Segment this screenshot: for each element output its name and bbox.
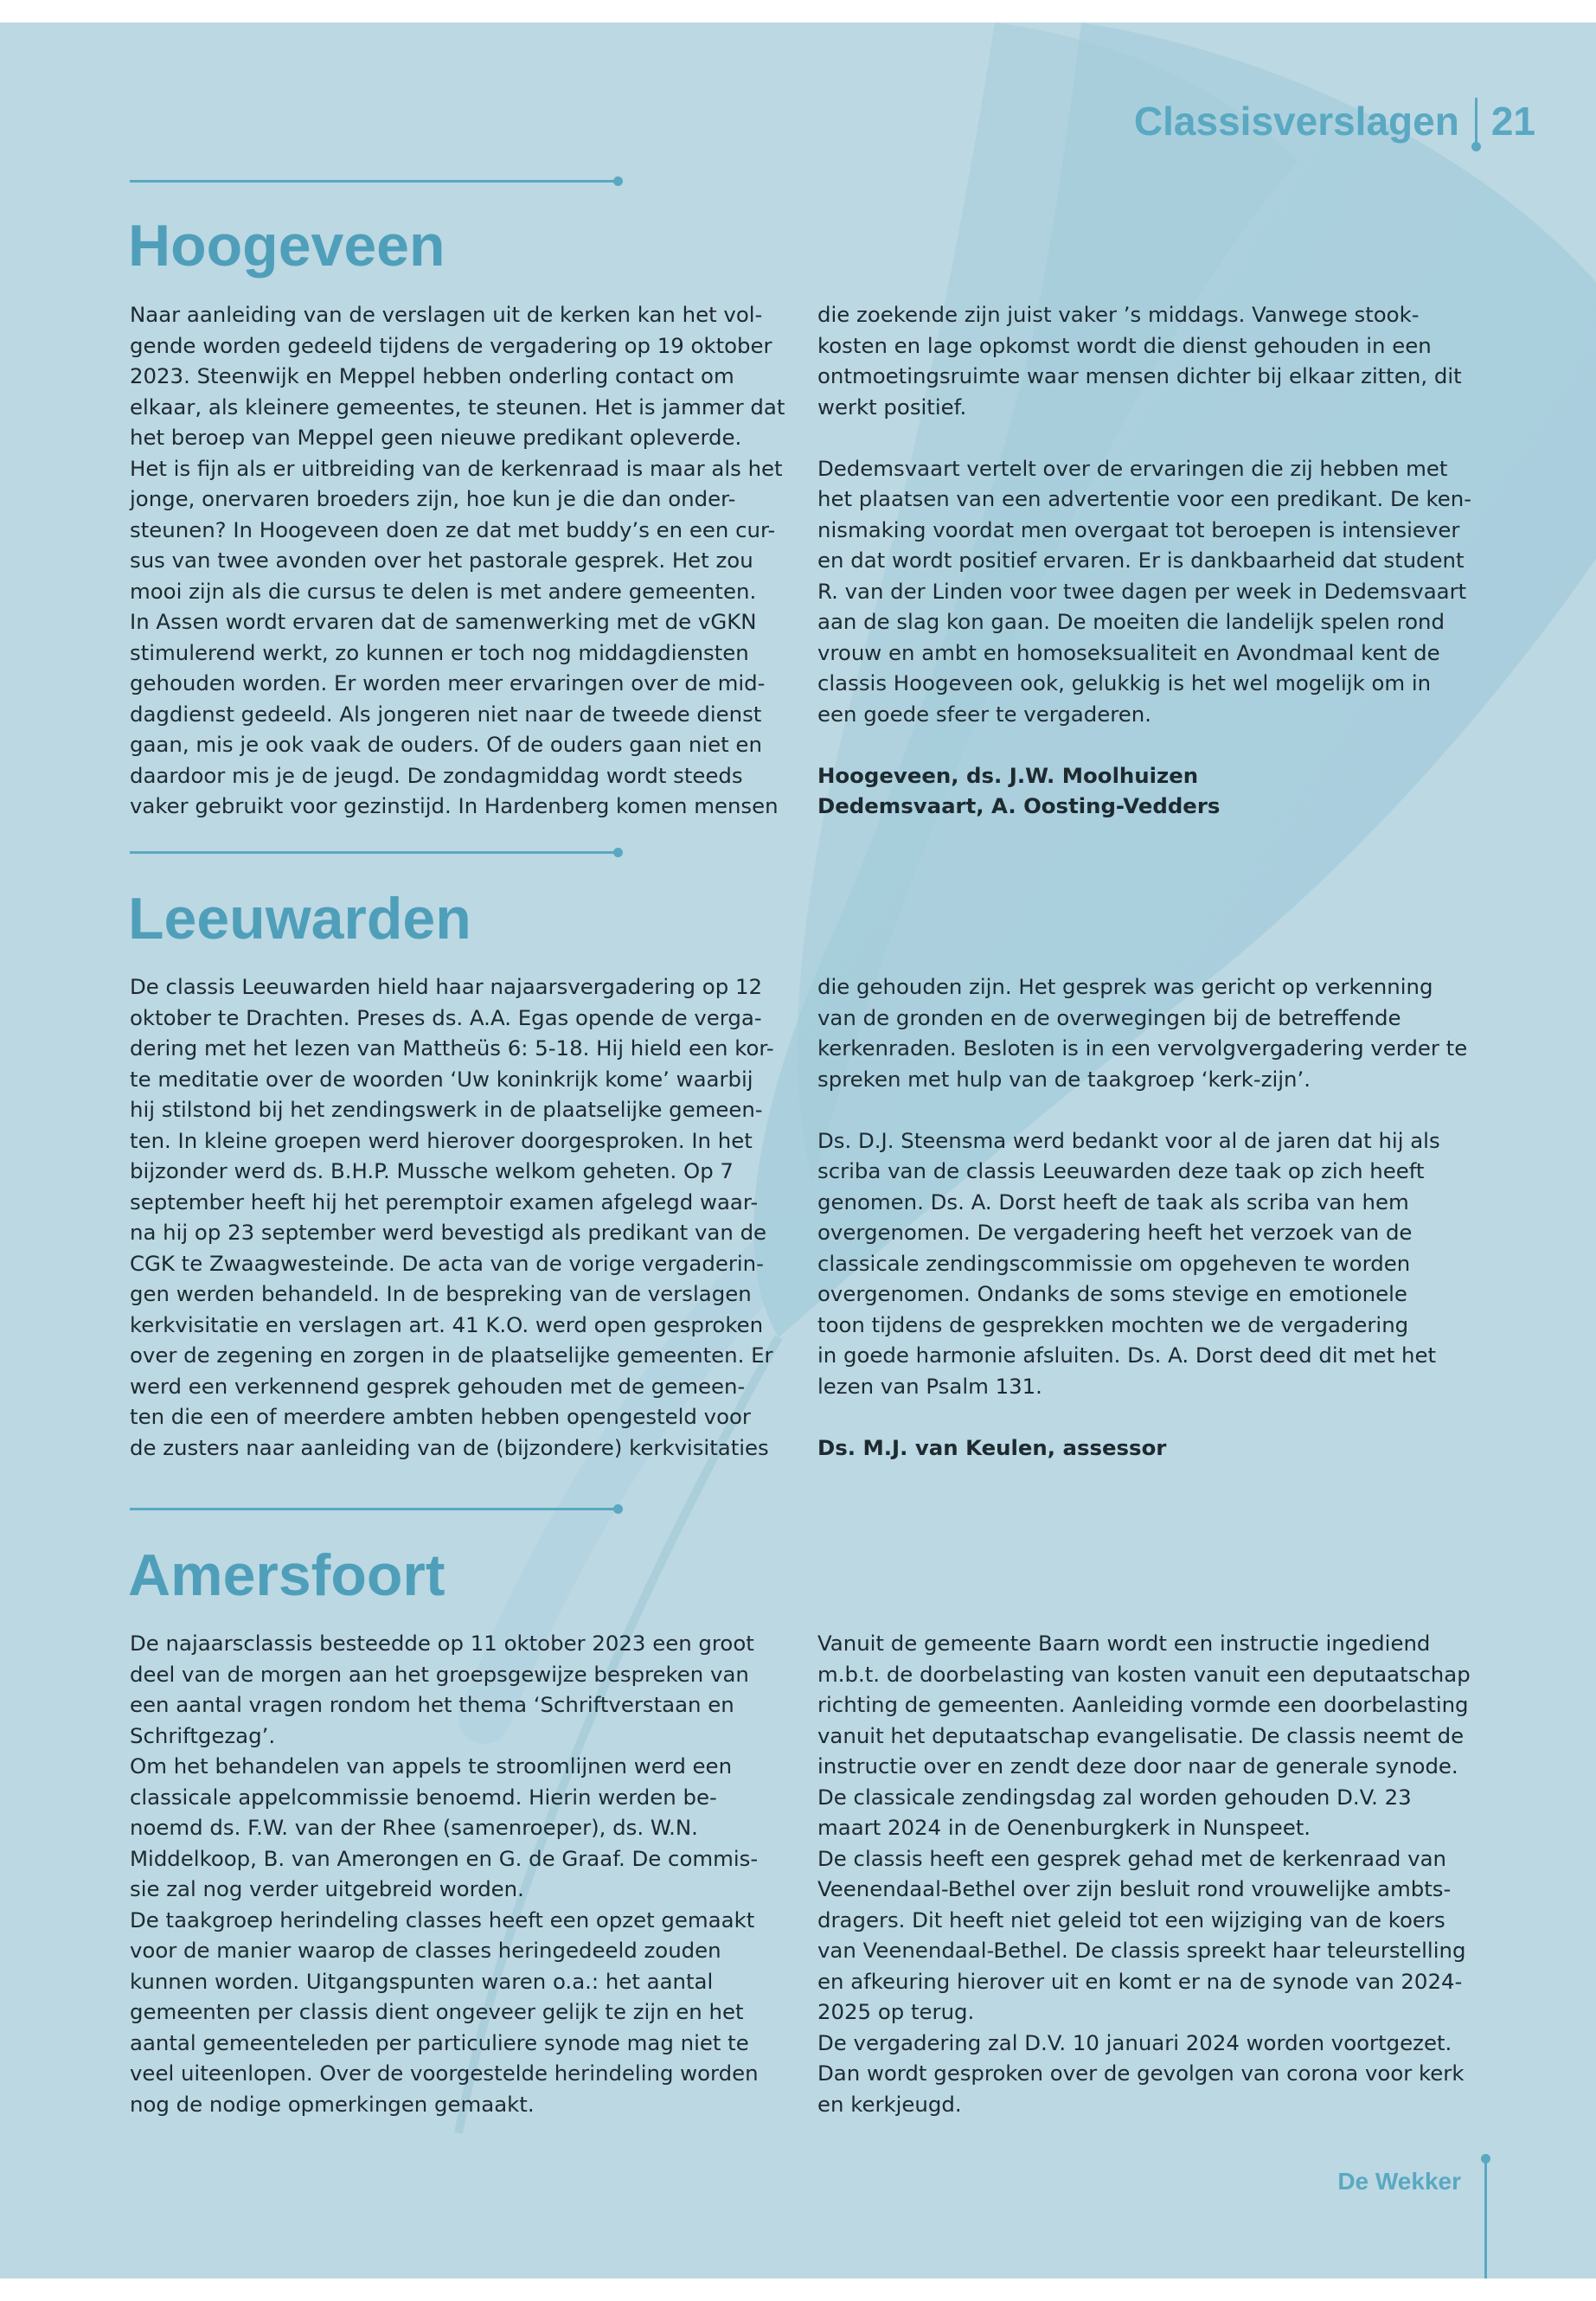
signature: Ds. M.J. van Keulen, assessor	[817, 1434, 1167, 1460]
footer-divider	[1484, 2159, 1487, 2279]
signature: Dedemsvaart, A. Oosting-Vedders	[817, 793, 1221, 818]
paragraph: Naar aanleiding van de verslagen uit de kerken kan het vol- gende worden gedeeld tijdens de vergadering op 19 oktober 2023. Steenwijk en Meppel hebben onderling contact om elkaar, als kleinere gemeentes, te steunen. Het is jammer dat het beroep van Meppel geen nieuwe predikant opleverde. Het is fijn als er uitbreiding van de kerkenraad is maar als het jonge, onervaren broeders zijn, hoe kun je die dan onder- steunen? In Hoogeveen doen ze dat met buddy’s en een cur- sus van twee avonden over het pastorale gesprek. Het zou mooi zijn als die cursus te delen is met andere gemeenten. In Assen wordt ervaren dat de samenwerking met de vGKN stimulerend werkt, zo kunnen er toch nog middagdiensten gehouden worden. Er worden meer ervaringen over de mid- dagdienst gedeeld. Als jongeren niet naar de tweede dienst gaan, mis je ook vaak de ouders. Of de ouders gaan niet en daardoor mis je de jeugd. De zondagmiddag wordt steeds vaker gebruikt voor gezinstijd. In Hardenberg komen mensen	[130, 302, 785, 818]
section-title: Classisverslagen	[1133, 99, 1459, 144]
paragraph: Vanuit de gemeente Baarn wordt een instructie ingediend m.b.t. de doorbelasting van kosten vanuit een deputaatschap richting de gemeenten. Aanleiding vormde een doorbelasting vanuit het deputaatschap evangelisatie. De classis neemt de instructie over en zendt deze door naar de generale synode. De classicale zendingsdag zal worden gehouden D.V. 23 maart 2024 in de Oenenburgkerk in Nunspeet. De classis heeft een gesprek gehad met de kerkenraad van Veenendaal-Bethel over zijn besluit rond vrouwelijke ambts- dragers. Dit heeft niet geleid tot een wijziging van de koers van Veenendaal-Bethel. De classis spreekt haar teleurstelling en afkeuring hierover uit en komt er na de synode van 2024- 2025 op terug. De vergadering zal D.V. 10 januari 2024 worden voortgezet. Dan wordt gesproken over de gevolgen van corona voor kerk en kerkjeugd.	[817, 1631, 1471, 2117]
page-number: 21	[1490, 99, 1535, 144]
signature: Hoogeveen, ds. J.W. Moolhuizen	[817, 762, 1199, 788]
section-rule	[130, 1508, 618, 1510]
article-amersfoort-left	[130, 1628, 789, 2119]
publication-name: De Wekker	[1337, 2168, 1461, 2195]
article-leeuwarden-left	[130, 971, 789, 1463]
article-amersfoort-right	[817, 1628, 1477, 2119]
section-rule	[130, 851, 618, 854]
header-divider	[1475, 98, 1477, 144]
article-hoogeveen-right	[817, 299, 1477, 822]
page-header	[1134, 95, 1535, 147]
paragraph: De classis Leeuwarden hield haar najaarsvergadering op 12 oktober te Drachten. Preses ds. A.A. Egas opende de verga- dering met het lezen van Mattheüs 6: 5-18. Hij hield een kor- te meditatie over de woorden ‘Uw koninkrijk kome’ waarbij hij stilstond bij het zendingswerk in de plaatselijke gemeen- ten. In kleine groepen werd hierover doorgesproken. In het bijzonder werd ds. B.H.P. Mussche welkom geheten. Op 7 september heeft hij het peremptoir examen afgelegd waar- na hij op 23 september werd bevestigd als predikant van de CGK te Zwaagwesteinde. De acta van de vorige vergaderin- gen werden behandeld. In de bespreking van de verslagen kerkvisitatie en verslagen art. 41 K.O. werd open gesproken over de zegening en zorgen in de plaatselijke gemeenten. Er werd een verkennend gesprek gehouden met de gemeen- ten die een of meerdere ambten hebben opengesteld voor de zusters naar aanleiding van de (bijzondere) kerkvisitaties	[130, 974, 774, 1460]
paragraph: Ds. D.J. Steensma werd bedankt voor al de jaren dat hij als scriba van de classis Leeuwarden deze taak op zich heeft genomen. Ds. A. Dorst heeft de taak als scriba van hem overgenomen. De vergadering heeft het verzoek van de classicale zendingscommissie om opgeheven te worden overgenomen. Ondanks de soms stevige en emotionele toon tijdens de gesprekken mochten we de vergadering in goede harmonie afsluiten. Ds. A. Dorst deed dit met het lezen van Psalm 131.	[817, 1127, 1440, 1399]
article-hoogeveen-left	[130, 299, 789, 822]
magazine-page	[0, 22, 1596, 2279]
paragraph: die gehouden zijn. Het gesprek was gericht op verkenning van de gronden en de overwegingen bij de betreffende kerkenraden. Besloten is in een vervolgvergadering verder te spreken met hulp van de taakgroep ‘kerk-zijn’.	[817, 974, 1468, 1092]
paragraph: die zoekende zijn juist vaker ’s middags. Vanwege stook- kosten en lage opkomst wordt die dienst gehouden in een ontmoetingsruimte waar mensen dichter bij elkaar zitten, dit werkt positief.	[817, 302, 1462, 420]
article-title-hoogeveen: Hoogeveen	[128, 213, 445, 279]
paragraph: De najaarsclassis besteedde op 11 oktober 2023 een groot deel van de morgen aan het groepsgewijze bespreken van een aantal vragen rondom het thema ‘Schriftverstaan en Schriftgezag’. Om het behandelen van appels te stroomlijnen werd een classicale appelcommissie benoemd. Hierin werden be- noemd ds. F.W. van der Rhee (samenroeper), ds. W.N. Middelkoop, B. van Amerongen en G. de Graaf. De commis- sie zal nog verder uitgebreid worden. De taakgroep herindeling classes heeft een opzet gemaakt voor de manier waarop de classes heringedeeld zouden kunnen worden. Uitgangspunten waren o.a.: het aantal gemeenten per classis dient ongeveer gelijk te zijn en het aantal gemeenteleden per particuliere synode mag niet te veel uiteenlopen. Over de voorgestelde herindeling worden nog de nodige opmerkingen gemaakt.	[130, 1631, 759, 2117]
section-rule	[130, 180, 618, 183]
article-leeuwarden-right	[817, 971, 1477, 1463]
article-title-leeuwarden: Leeuwarden	[128, 886, 471, 952]
paragraph: Dedemsvaart vertelt over de ervaringen die zij hebben met het plaatsen van een advertentie voor een predikant. De ken- nismaking voordat men overgaat tot beroepen is intensiever en dat wordt positief ervaren. Er is dankbaarheid dat student R. van der Linden voor twee dagen per week in Dedemsvaart aan de slag kon gaan. De moeiten die landelijk spelen rond vrouw en ambt en homoseksualiteit en Avondmaal kent de classis Hoogeveen ook, gelukkig is het wel mogelijk om in een goede sfeer te vergaderen.	[817, 455, 1472, 727]
article-title-amersfoort: Amersfoort	[128, 1542, 445, 1608]
